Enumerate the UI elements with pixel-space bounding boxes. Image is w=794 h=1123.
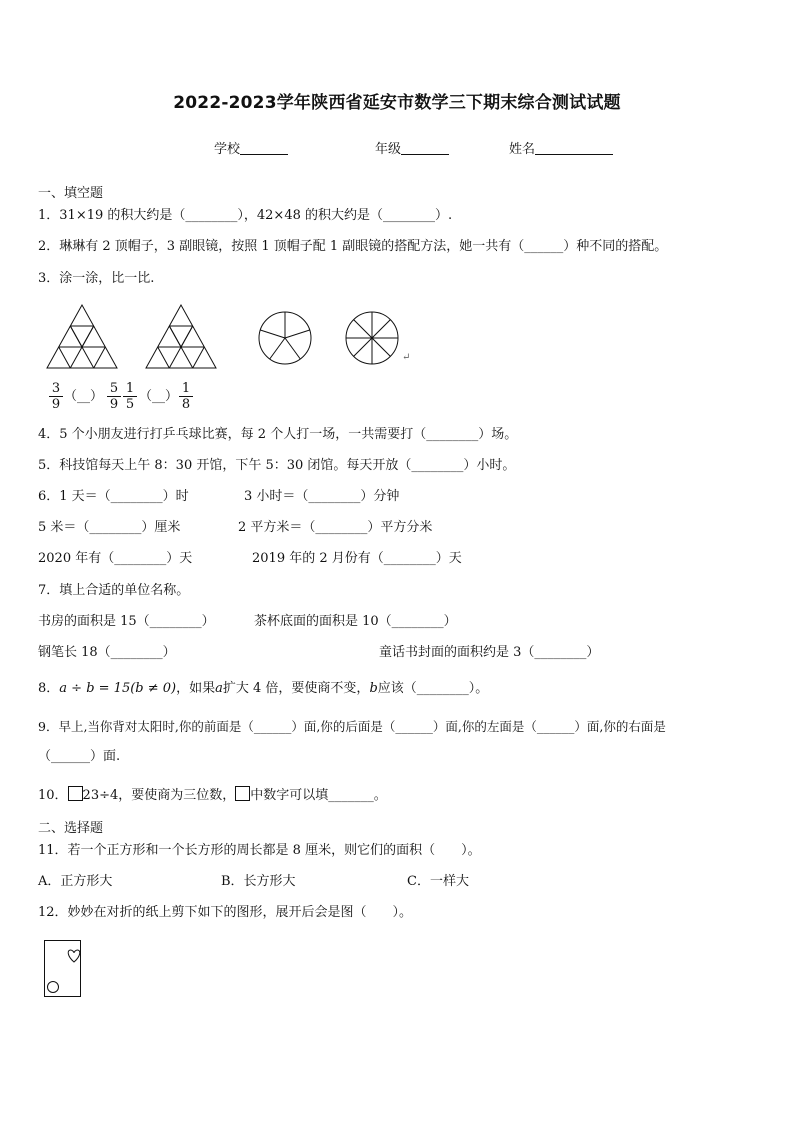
circle-five-parts-figure[interactable]: [258, 311, 312, 365]
question-5: 5．科技馆每天上午 8：30 开馆，下午 5：30 闭馆。每天开放（________）小时。: [38, 458, 516, 473]
school-field[interactable]: [214, 141, 288, 158]
question-6-row1-a: 6．1 天＝（________）时: [38, 489, 189, 504]
question-8: [38, 681, 488, 697]
question-2: 2．琳琳有 2 顶帽子，3 副眼镜，按照 1 顶帽子配 1 副眼镜的搭配方法，她一共有（______）种不同的搭配。: [38, 239, 668, 254]
question-9-line-2: （______）面.: [38, 749, 121, 764]
fraction-1-5: [123, 381, 137, 412]
question-8-text-2: 扩大 4 倍，要使商不变，: [222, 681, 370, 696]
question-7-a: 书房的面积是 15（________）: [38, 614, 215, 629]
section-choice: 二、选择题: [38, 821, 104, 836]
folded-paper-figure[interactable]: [44, 940, 82, 998]
option-c[interactable]: C．一样大: [407, 874, 469, 889]
fraction-numerator: 5: [107, 381, 121, 397]
question-8-var-b: b: [369, 681, 378, 696]
name-label: 姓名: [509, 142, 536, 157]
option-b[interactable]: B．长方形大: [221, 874, 296, 889]
question-1: 1．31×19 的积大约是（________），42×48 的积大约是（________）.: [38, 208, 453, 223]
fraction-numerator: 1: [179, 381, 193, 397]
question-12: 12．妙妙在对折的纸上剪下如下的图形，展开后会是图（ ）。: [38, 905, 413, 920]
triangle-grid-figure-2[interactable]: [146, 305, 216, 370]
triangle-grid-figure-1[interactable]: [47, 305, 117, 370]
question-8-text-1: ，如果: [176, 681, 216, 696]
grade-blank[interactable]: [401, 141, 449, 155]
fraction-5-9: [107, 381, 121, 412]
question-7-prompt: 7．填上合适的单位名称。: [38, 583, 190, 598]
question-7-d: 童话书封面的面积约是 3（________）: [379, 645, 600, 660]
school-label: 学校: [214, 142, 241, 157]
question-10-number: 10．: [38, 788, 68, 803]
fraction-numerator: 3: [49, 381, 63, 397]
name-field[interactable]: [509, 141, 613, 158]
question-4: 4．5 个小朋友进行打乒乓球比赛，每 2 个人打一场，一共需要打（________）场。: [38, 427, 518, 442]
question-10: [38, 786, 387, 804]
question-7-b: 茶杯底面的面积是 10（________）: [254, 614, 457, 629]
compare-blank-1[interactable]: （__）: [64, 389, 104, 404]
page-title: 2022-2023学年陕西省延安市数学三下期末综合测试试题: [173, 93, 621, 113]
digit-box[interactable]: [235, 786, 250, 801]
question-6-row2-a: 5 米＝（________）厘米: [38, 520, 181, 535]
fraction-denominator: 9: [51, 397, 61, 412]
question-8-var-a: a: [215, 681, 223, 696]
question-9-line-1: 9．早上,当你背对太阳时,你的前面是（______）面,你的后面是（______）面,你的左面是（______）面,你的右面是: [38, 719, 666, 734]
grade-label: 年级: [375, 142, 402, 157]
return-mark: ↵: [402, 352, 411, 363]
question-3: 3．涂一涂，比一比.: [38, 271, 155, 286]
question-10-text-2: 中数字可以填_______。: [250, 788, 387, 803]
question-11: 11．若一个正方形和一个长方形的周长都是 8 厘米，则它们的面积（ ）。: [38, 843, 481, 858]
question-10-text-1: 23÷4，要使商为三位数，: [82, 788, 236, 803]
circle-eight-parts-figure[interactable]: [345, 311, 399, 365]
question-8-text-3: 应该（________）。: [377, 681, 489, 696]
question-6-row3-b: 2019 年的 2 月份有（________）天: [252, 551, 462, 566]
school-blank[interactable]: [240, 141, 288, 155]
fraction-denominator: 9: [109, 397, 119, 412]
compare-blank-2[interactable]: （__）: [139, 389, 179, 404]
fraction-1-8: [179, 381, 193, 412]
fraction-numerator: 1: [123, 381, 137, 397]
fraction-denominator: 5: [125, 397, 135, 412]
question-6-row1-b: 3 小时＝（________）分钟: [244, 489, 400, 504]
question-8-number: 8．: [38, 681, 60, 696]
question-7-c: 钢笔长 18（________）: [38, 645, 176, 660]
name-blank[interactable]: [535, 141, 613, 155]
section-fill-blank: 一、填空题: [38, 186, 104, 201]
option-a[interactable]: A．正方形大: [38, 874, 113, 889]
digit-box[interactable]: [68, 786, 83, 801]
question-6-row2-b: 2 平方米＝（________）平方分米: [238, 520, 433, 535]
fraction-denominator: 8: [181, 397, 191, 412]
grade-field[interactable]: [375, 141, 449, 158]
question-6-row3-a: 2020 年有（________）天: [38, 551, 193, 566]
fraction-3-9: [49, 381, 63, 412]
question-8-formula: a ÷ b = 15(b ≠ 0): [59, 681, 177, 696]
